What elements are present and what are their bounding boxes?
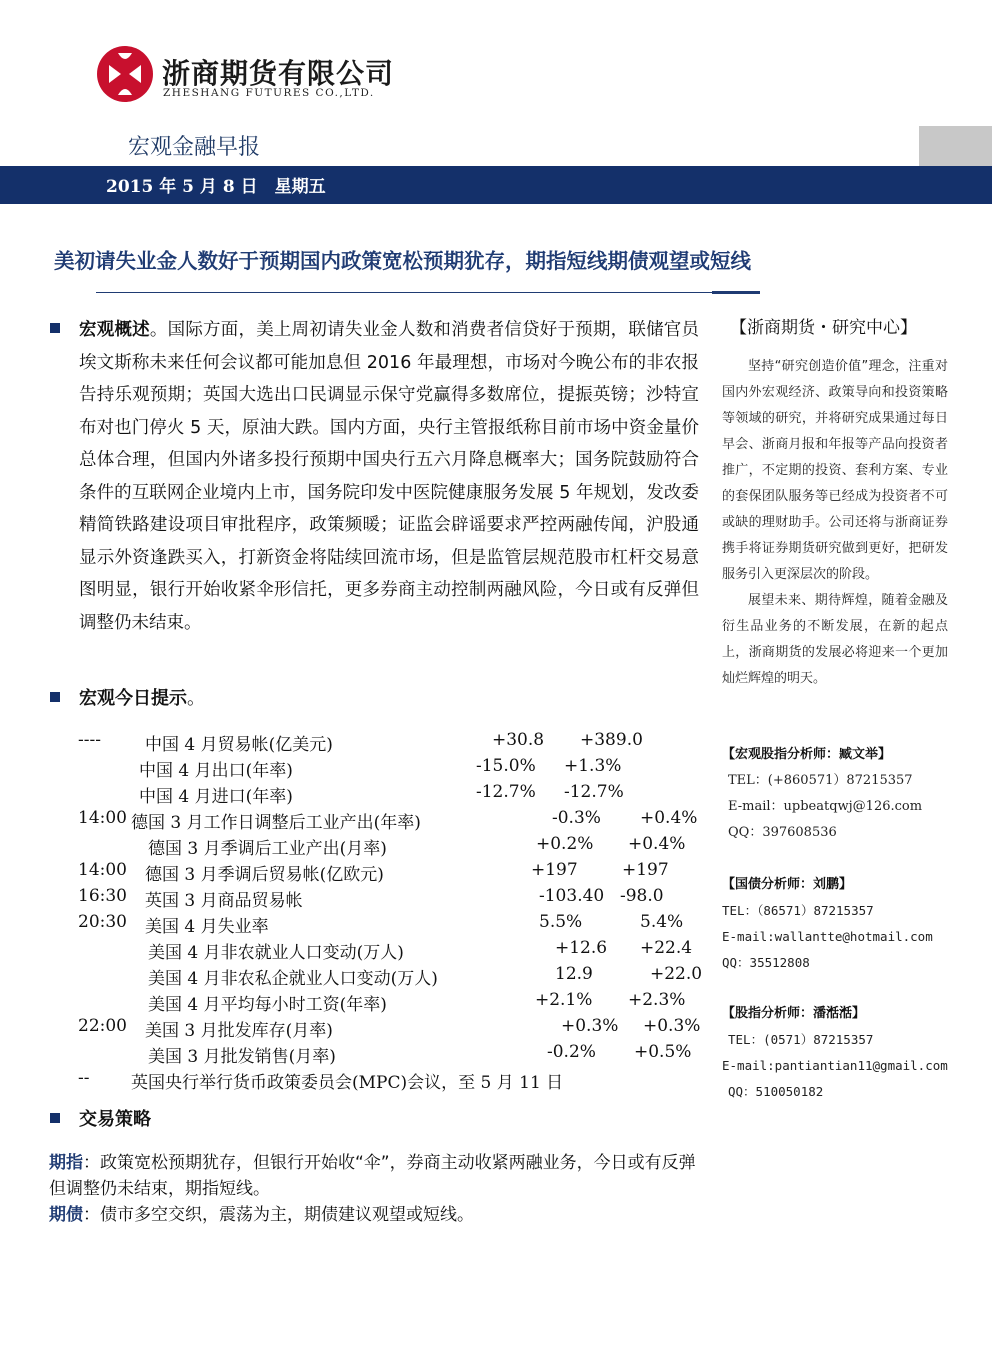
analyst-qq: QQ：510050182 [728, 1084, 824, 1099]
header-accent-block [919, 126, 992, 166]
calendar-item: 美国 4 月非农就业人口变动(万人) [148, 943, 404, 963]
calendar-previous-value: -15.0% [476, 756, 536, 776]
calendar-time: 14:00 [78, 808, 127, 828]
overview-title: 宏观概述 [79, 320, 150, 340]
calendar-previous-value: +197 [531, 860, 578, 880]
analyst-tel: TEL：(+860571）87215357 [728, 773, 913, 788]
strategy-title: 交易策略 [79, 1109, 151, 1130]
calendar-forecast-value: -98.0 [620, 886, 664, 906]
headline: 美初请失业金人数好于预期国内政策宽松预期犹存，期指短线期债观望或短线 [54, 249, 751, 273]
analyst-tel: TEL：(0571）87215357 [728, 1032, 874, 1047]
calendar-previous-value: -0.3% [552, 808, 601, 828]
analyst-title: 【宏观股指分析师：臧文举】 [722, 747, 892, 762]
calendar-time: 20:30 [78, 912, 127, 932]
calendar-item: 美国 3 月批发库存(月率) [145, 1021, 333, 1041]
calendar-time: 16:30 [78, 886, 127, 906]
calendar-forecast-value: +22.0 [650, 964, 703, 984]
zheshang-logo-icon [96, 45, 154, 103]
calendar-previous-value: 5.5% [539, 912, 583, 932]
calendar-item: 中国 4 月贸易帐(亿美元) [145, 735, 333, 755]
square-bullet-icon [50, 692, 60, 702]
calendar-previous-value: +12.6 [555, 938, 608, 958]
calendar-item: 英国 3 月商品贸易帐 [145, 891, 303, 911]
square-bullet-icon [50, 1113, 60, 1123]
calendar-item: 中国 4 月进口(年率) [139, 787, 293, 807]
calendar-forecast-value: +0.4% [640, 808, 698, 828]
calendar-forecast-value: -12.7% [564, 782, 624, 802]
calendar-forecast-value: +22.4 [640, 938, 693, 958]
calendar-last-text: 英国央行举行货币政策委员会(MPC)会议，至 5 月 11 日 [131, 1073, 564, 1093]
calendar-item: 美国 4 月非农私企就业人口变动(万人) [148, 969, 438, 989]
calendar-time: 22:00 [78, 1016, 127, 1036]
analyst-title: 【股指分析师：潘湉湉】 [722, 1006, 866, 1021]
calendar-item: 中国 4 月出口(年率) [139, 761, 293, 781]
calendar-item: 德国 3 月工作日调整后工业产出(年率) [131, 813, 421, 833]
headline-rule-accent [712, 291, 760, 294]
calendar-forecast-value: 5.4% [640, 912, 684, 932]
overview-paragraph [79, 314, 699, 639]
sidebar-heading: 【浙商期货・研究中心】 [730, 318, 917, 338]
calendar-previous-value: 12.9 [555, 964, 593, 984]
calendar-time: 14:00 [78, 860, 127, 880]
calendar-previous-value: -12.7% [476, 782, 536, 802]
calendar-previous-value: +2.1% [535, 990, 593, 1010]
calendar-item: 德国 3 月季调后贸易帐(亿欧元) [145, 865, 384, 885]
overview-text: 。国际方面，美上周初请失业金人数和消费者信贷好于预期，联储官员埃文斯称未来任何会议都可能加息但 2016 年最理想，市场对今晚公布的非农报告持乐观预期；英国大选出口民调显示保守党赢得多数席位，提振英镑；沙特宣布对也门停火 5 天，原油大跌。国内方面，央行主管报纸称目前市场中资金量价总体合理，但国内外诸多投行预期中国央行五六月降息概率大；国务院鼓励符合条件的互联网企业境内上市，国务院印发中医院健康服务发展 5 年规划，发改委精简铁路建设项目审批程序，政策频暖；证监会辟谣要求严控两融传闻，沪股通显示外资逢跌买入，打新资金将陆续回流市场，但是监管层规范股市杠杆交易意图明显，银行开始收紧伞形信托，更多券商主动控制两融风险，今日或有反弹但调整仍未结束。 [79, 320, 700, 633]
square-bullet-icon [50, 323, 60, 333]
calendar-forecast-value: +1.3% [564, 756, 622, 776]
calendar-forecast-value: +0.4% [628, 834, 686, 854]
calendar-previous-value: +0.2% [536, 834, 594, 854]
calendar-item: 美国 4 月失业率 [145, 917, 269, 937]
calendar-forecast-value: +389.0 [580, 730, 643, 750]
analyst-card-macro [722, 742, 922, 846]
calendar-title: 宏观今日提示。 [79, 688, 205, 709]
analyst-email: E-mail：upbeatqwj@126.com [728, 799, 923, 814]
sidebar-intro-p1: 坚持“研究创造价值”理念，注重对国内外宏观经济、政策导向和投资策略等领域的研究，并将研究成果通过每日早会、浙商月报和年报等产品向投资者推广，不定期的投资、套利方案、专业的套保团队服务等已经成为投资者不可或缺的理财助手。公司还将与浙商证券携手将证券期货研究做到更好，把研发服务引入更深层次的阶段。 [722, 359, 948, 582]
analyst-email: E-mail:wallantte@hotmail.com [722, 929, 933, 944]
analyst-qq: QQ：35512808 [722, 955, 810, 970]
calendar-item: 德国 3 月季调后工业产出(月率) [148, 839, 387, 859]
strategy-body [49, 1150, 709, 1228]
report-date: 2015 年 5 月 8 日 星期五 [106, 177, 326, 197]
headline-rule [96, 292, 712, 293]
analyst-tel: TEL：（86571）87215357 [722, 903, 874, 918]
calendar-time: ---- [78, 730, 101, 750]
company-name-en: ZHESHANG FUTURES CO.,LTD. [163, 87, 375, 99]
sidebar-intro-p2: 展望未来、期待辉煌，随着金融及衍生品业务的不断发展，在新的起点上，浙商期货的发展必将迎来一个更加灿烂辉煌的明天。 [722, 593, 948, 686]
calendar-last-time: -- [78, 1068, 90, 1088]
sidebar-intro [722, 354, 948, 692]
calendar-previous-value: -0.2% [547, 1042, 596, 1062]
analyst-email: E-mail:pantiantian11@gmail.com [722, 1058, 948, 1073]
strategy-bond: 期债：债市多空交织，震荡为主，期债建议观望或短线。 [49, 1205, 474, 1225]
company-name-cn: 浙商期货有限公司 [162, 57, 395, 90]
analyst-qq: QQ：397608536 [728, 825, 837, 840]
calendar-forecast-value: +2.3% [628, 990, 686, 1010]
calendar-forecast-value: +197 [622, 860, 669, 880]
report-type: 宏观金融早报 [128, 135, 261, 160]
calendar-item: 美国 3 月批发销售(月率) [148, 1047, 336, 1067]
strategy-index: 期指：政策宽松预期犹存，但银行开始收“伞”，券商主动收紧两融业务，今日或有反弹但调整仍未结束，期指短线。 [49, 1153, 696, 1199]
analyst-card-bond [722, 872, 933, 976]
calendar-forecast-value: +0.3% [643, 1016, 701, 1036]
calendar-previous-value: +30.8 [492, 730, 545, 750]
calendar-item: 美国 4 月平均每小时工资(年率) [148, 995, 387, 1015]
calendar-previous-value: -103.40 [539, 886, 605, 906]
analyst-card-index [722, 1001, 948, 1105]
calendar-forecast-value: +0.5% [634, 1042, 692, 1062]
analyst-title: 【国债分析师：刘鹏】 [722, 877, 853, 892]
calendar-previous-value: +0.3% [561, 1016, 619, 1036]
